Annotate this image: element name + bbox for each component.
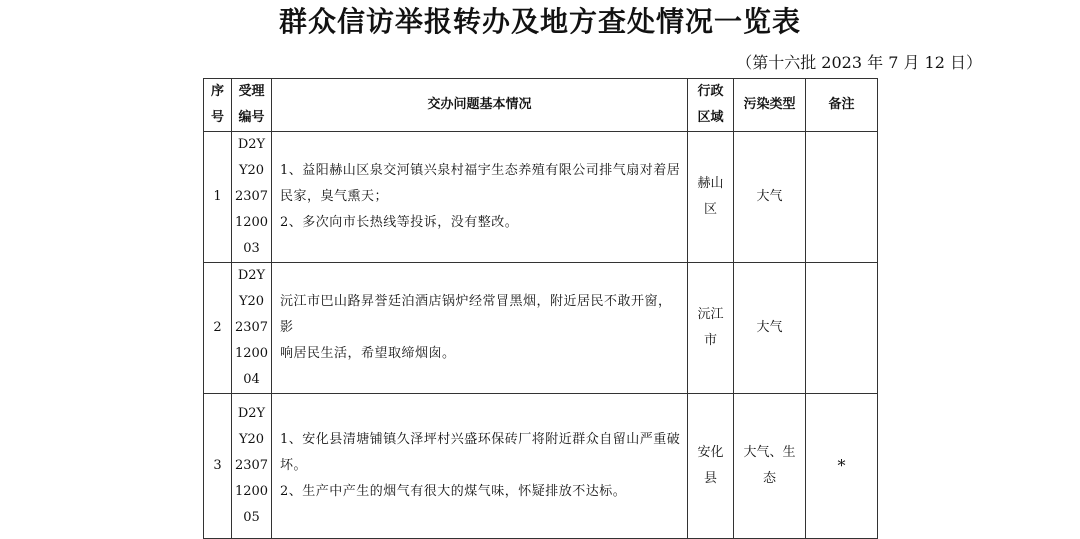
row-content: 1、益阳赫山区泉交河镇兴泉村福宇生态养殖有限公司排气扇对着居 民家，臭气熏天； 2、多次向市长热线等投诉，没有整改。 bbox=[272, 132, 688, 263]
row-pollution: 大气、生 态 bbox=[734, 394, 806, 539]
row-region: 沅江 市 bbox=[688, 263, 734, 394]
row-seq: 1 bbox=[204, 132, 232, 263]
document-title: 群众信访举报转办及地方查处情况一览表 bbox=[278, 5, 801, 38]
header-pollution: 污染类型 bbox=[734, 79, 806, 132]
row-code: D2Y Y20 2307 1200 05 bbox=[232, 394, 272, 539]
table-row bbox=[204, 263, 878, 394]
table-row bbox=[204, 394, 878, 539]
batch-date: （第十六批 2023 年 7 月 12 日） bbox=[736, 53, 982, 72]
header-row bbox=[204, 79, 878, 132]
row-code: D2Y Y20 2307 1200 04 bbox=[232, 263, 272, 394]
row-region: 安化 县 bbox=[688, 394, 734, 539]
row-content: 沅江市巴山路昇誉廷泊酒店锅炉经常冒黑烟，附近居民不敢开窗，影 响居民生活，希望取缔烟囱。 bbox=[272, 263, 688, 394]
header-content: 交办问题基本情况 bbox=[272, 79, 688, 132]
row-content: 1、安化县清塘铺镇久泽坪村兴盛环保砖厂将附近群众自留山严重破 坏。 2、生产中产生的烟气有很大的煤气味，怀疑排放不达标。 bbox=[272, 394, 688, 539]
row-remark bbox=[806, 132, 878, 263]
row-pollution: 大气 bbox=[734, 132, 806, 263]
row-seq: 3 bbox=[204, 394, 232, 539]
table-row bbox=[204, 132, 878, 263]
header-remark: 备注 bbox=[806, 79, 878, 132]
row-region: 赫山 区 bbox=[688, 132, 734, 263]
row-remark bbox=[806, 263, 878, 394]
row-pollution: 大气 bbox=[734, 263, 806, 394]
header-code: 受理 编号 bbox=[232, 79, 272, 132]
header-seq: 序 号 bbox=[204, 79, 232, 132]
header-region: 行政 区域 bbox=[688, 79, 734, 132]
row-remark: * bbox=[806, 394, 878, 539]
row-code: D2Y Y20 2307 1200 03 bbox=[232, 132, 272, 263]
complaint-table bbox=[203, 78, 878, 539]
row-seq: 2 bbox=[204, 263, 232, 394]
